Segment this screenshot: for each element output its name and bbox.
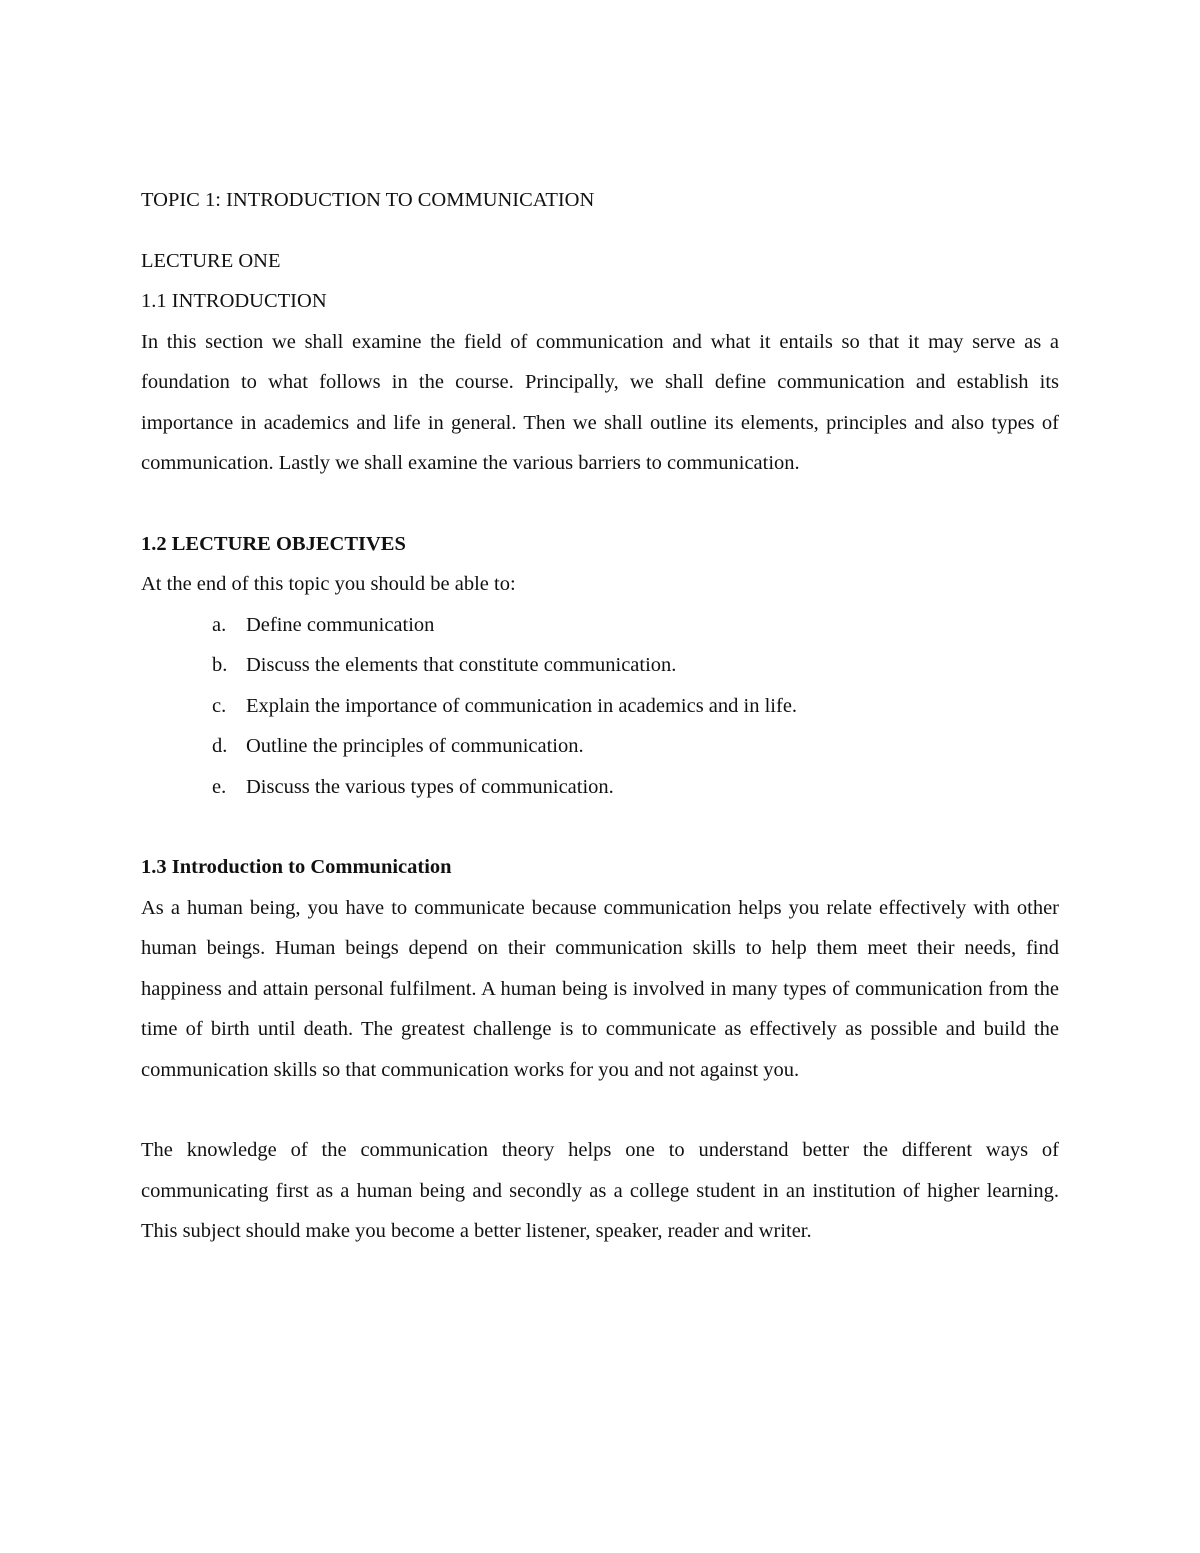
- objective-text: Discuss the various types of communication.: [246, 775, 614, 798]
- objective-text: Discuss the elements that constitute communication.: [246, 654, 677, 676]
- section-1-2-heading: 1.2 LECTURE OBJECTIVES: [141, 532, 406, 555]
- objective-text: Explain the importance of communication in academics and in life.: [246, 694, 798, 717]
- list-marker: c.: [212, 694, 227, 717]
- objective-text: Define communication: [246, 613, 435, 636]
- objective-text: Outline the principles of communication.: [246, 735, 584, 757]
- list-marker: d.: [212, 735, 228, 757]
- section-1-1-paragraph: In this section we shall examine the field of communication and what it entails so that it may serve as a foundation to what follows in the course. Principally, we shall define communication and establish its importance in academics and life in general. Then we shall outline its elements, principles and also types of communication. Lastly we shall examine the various barriers to communication.: [141, 330, 1059, 474]
- objective-item: [141, 605, 1059, 646]
- list-marker: a.: [212, 613, 227, 636]
- section-1-1-heading: 1.1 INTRODUCTION: [141, 290, 327, 312]
- list-marker: e.: [212, 775, 227, 798]
- objective-item: [141, 726, 1059, 767]
- objective-item: [141, 645, 1059, 686]
- list-marker: b.: [212, 654, 228, 676]
- section-1-3-paragraph-1: As a human being, you have to communicate because communication helps you relate effectively with other human beings. Human beings depend on their communication skills to help them meet their needs, find happiness and attain personal fulfilment. A human being is involved in many types of communication from the time of birth until death. The greatest challenge is to communicate as effectively as possible and build the communication skills so that communication works for you and not against you.: [141, 896, 1059, 1081]
- objective-item: [141, 767, 1059, 808]
- section-1-3-heading: 1.3 Introduction to Communication: [141, 856, 452, 878]
- objective-item: [141, 686, 1059, 727]
- topic-title: TOPIC 1: INTRODUCTION TO COMMUNICATION: [141, 189, 595, 211]
- lecture-label: LECTURE ONE: [141, 249, 281, 272]
- section-1-3-paragraph-2: The knowledge of the communication theory helps one to understand better the different ways of communicating first as a human being and secondly as a college student in an institution of higher learning. This subject should make you become a better listener, speaker, reader and writer.: [141, 1139, 1059, 1242]
- objectives-list: [141, 605, 1059, 808]
- objectives-intro: At the end of this topic you should be able to:: [141, 573, 516, 595]
- document-page: [141, 180, 1059, 1252]
